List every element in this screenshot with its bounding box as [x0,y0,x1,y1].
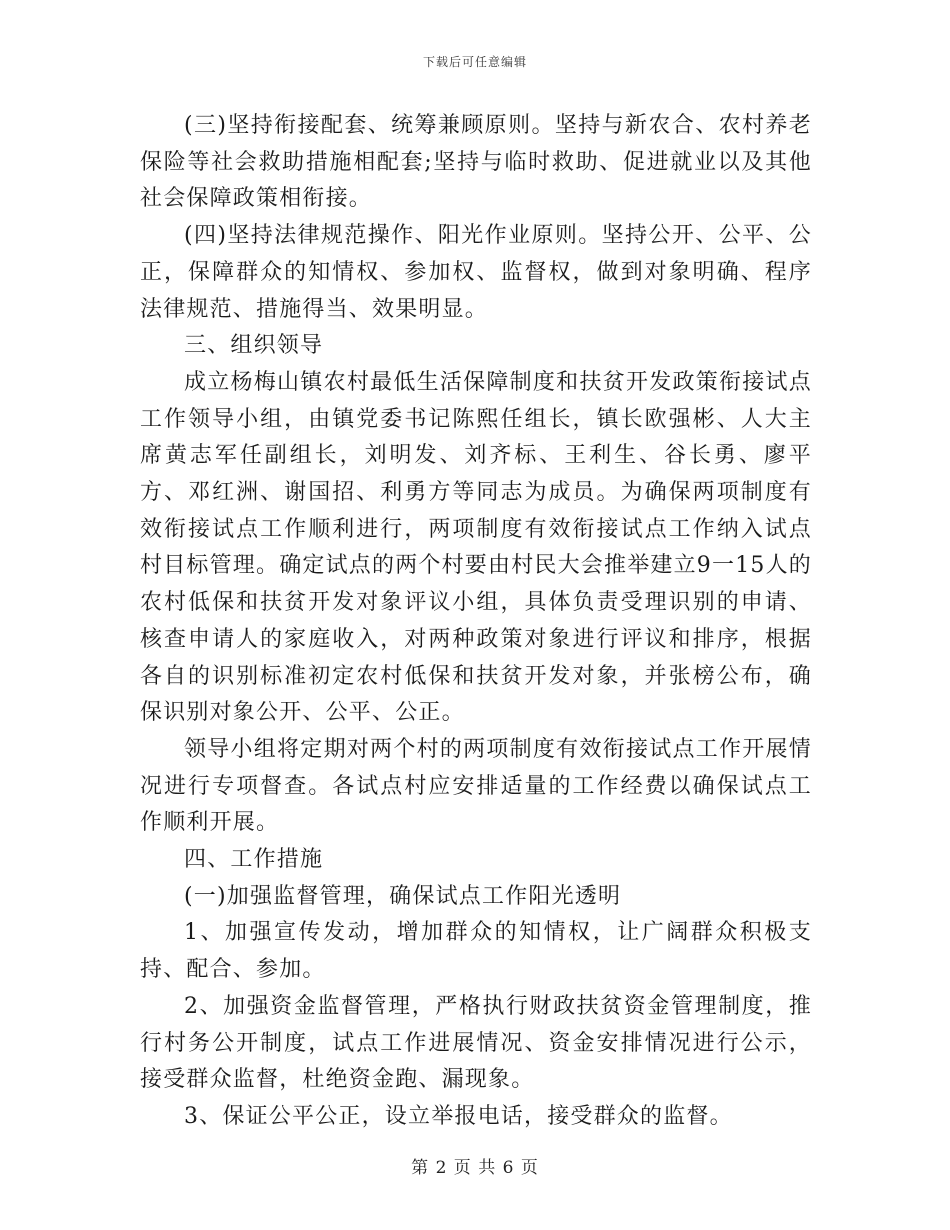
section-heading-measures: 四、工作措施 [184,847,324,873]
paragraph-item-1: 1、加强宣传发动，增加群众的知情权，让广阔群众积极支持、配合、参加。 [140,920,812,983]
paragraph-principle-3: (三)坚持衔接配套、统筹兼顾原则。坚持与新农合、农村养老保险等社会救助措施相配套;坚持与临时救助、促进就业以及其他社会保障政策相衔接。 [140,113,812,212]
paragraph-supervision: 领导小组将定期对两个村的两项制度有效衔接试点工作开展情况进行专项督查。各试点村应安排适量的工作经费以确保试点工作顺利开展。 [140,736,812,836]
document-body [140,108,812,1136]
subheading-management: (一)加强监督管理，确保试点工作阳光透明 [184,883,622,909]
paragraph-principle-4: (四)坚持法律规范操作、阳光作业原则。坚持公开、公平、公正，保障群众的知情权、参加权、监督权，做到对象明确、程序法律规范、措施得当、效果明显。 [140,223,812,322]
paragraph-item-2: 2、加强资金监督管理，严格执行财政扶贫资金管理制度，推行村务公开制度，试点工作进展情况、资金安排情况进行公示，接受群众监督，杜绝资金跑、漏现象。 [140,993,812,1093]
page-header: 下载后可任意编辑 [422,55,527,69]
section-heading-organization: 三、组织领导 [184,333,324,359]
paragraph-leading-group: 成立杨梅山镇农村最低生活保障制度和扶贫开发政策衔接试点工作领导小组，由镇党委书记陈熙任组长，镇长欧强彬、人大主席黄志军任副组长，刘明发、刘齐标、王利生、谷长勇、廖平方、邓红洲、谢国招、利勇方等同志为成员。为确保两项制度有效衔接试点工作顺利进行，两项制度有效衔接试点工作纳入试点村目标管理。确定试点的两个村要由村民大会推举建立9一15人的农村低保和扶贫开发对象评议小组，具体负责受理识别的申请、核查申请人的家庭收入，对两种政策对象进行评议和排序，根据各自的识别标准初定农村低保和扶贫开发对象，并张榜公布，确保识别对象公开、公平、公正。 [140,369,812,726]
page-footer: 第 2 页 共 6 页 [411,1158,539,1178]
paragraph-item-3: 3、保证公平公正，设立举报电话，接受群众的监督。 [184,1103,733,1129]
